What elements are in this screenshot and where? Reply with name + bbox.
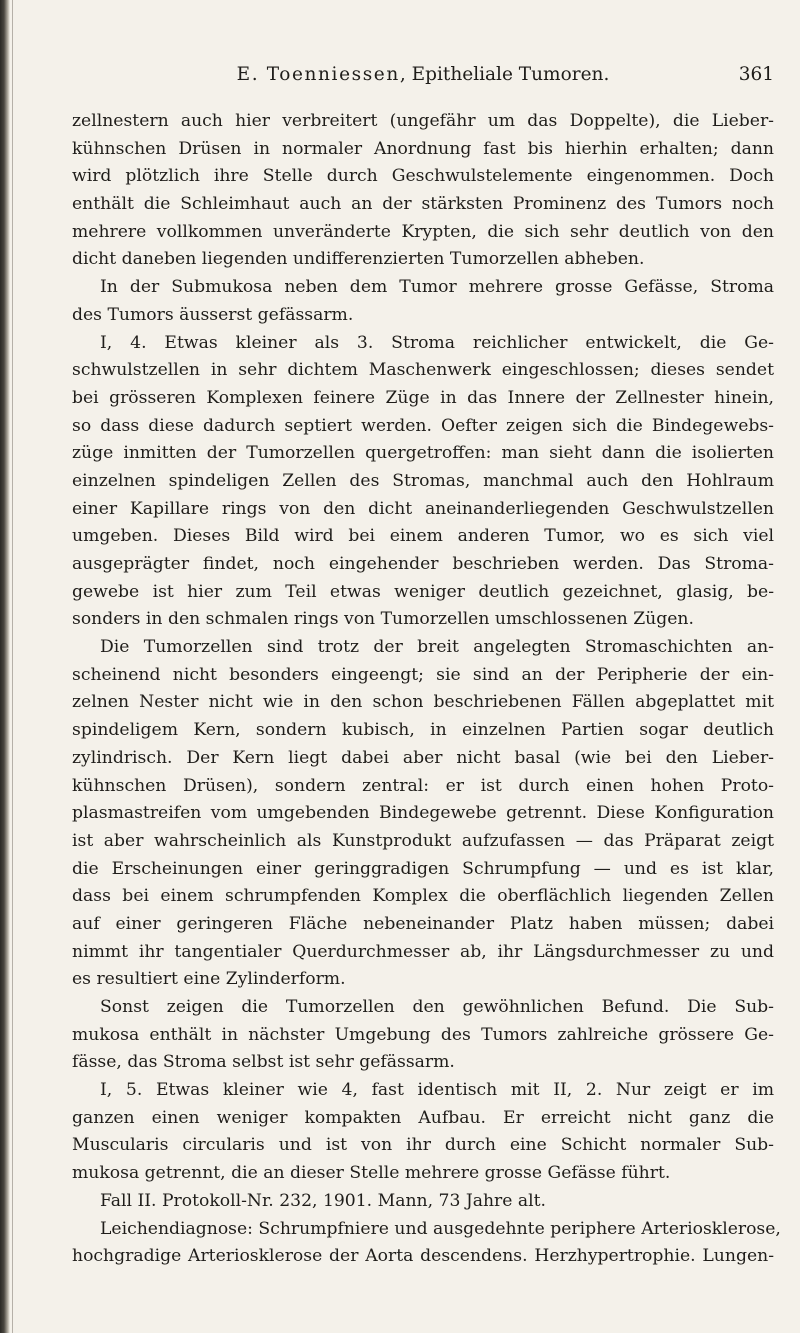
text-line: plasmastreifen vom umgebenden Bindegewebe getrennt. Diese Konfiguration <box>72 803 774 824</box>
text-line: zylindrisch. Der Kern liegt dabei aber nicht basal (wie bei den Lieber- <box>72 747 774 768</box>
text-line: dass bei einem schrumpfenden Komplex die oberflächlich liegenden Zellen <box>72 886 774 907</box>
text-line: dicht daneben liegenden undifferenzierten Tumorzellen abheben. <box>72 249 645 270</box>
text-line: auf einer geringeren Fläche nebeneinander Platz haben müssen; dabei <box>72 913 774 934</box>
text-line: bei grösseren Komplexen feinere Züge in das Innere der Zellnester hinein, <box>72 387 774 408</box>
page-number: 361 <box>738 64 774 85</box>
text-line: sonders in den schmalen rings von Tumorzellen umschlossenen Zügen. <box>72 609 694 630</box>
text-line: fässe, das Stroma selbst ist sehr gefässarm. <box>72 1052 455 1073</box>
text-line: hochgradige Arteriosklerose der Aorta descendens. Herzhypertrophie. Lungen- <box>72 1246 774 1267</box>
text-line: gewebe ist hier zum Teil etwas weniger deutlich gezeichnet, glasig, be- <box>72 581 774 602</box>
text-line: I, 4. Etwas kleiner als 3. Stroma reichlicher entwickelt, die Ge- <box>100 332 774 353</box>
text-line: kühnschen Drüsen in normaler Anordnung fast bis hierhin erhalten; dann <box>72 138 774 159</box>
text-line: Muscularis circularis und ist von ihr durch eine Schicht normaler Sub- <box>72 1135 774 1156</box>
text-line: ist aber wahrscheinlich als Kunstprodukt aufzufassen — das Präparat zeigt <box>72 830 774 851</box>
text-line: die Erscheinungen einer geringgradigen Schrumpfung — und es ist klar, <box>72 858 774 879</box>
text-line: spindeligem Kern, sondern kubisch, in einzelnen Partien sogar deutlich <box>72 720 774 741</box>
text-line: zelnen Nester nicht wie in den schon beschriebenen Fällen abgeplattet mit <box>72 692 774 713</box>
header-title-text: , Epitheliale Tumoren. <box>399 64 610 85</box>
text-line: In der Submukosa neben dem Tumor mehrere grosse Gefässe, Stroma <box>100 277 774 298</box>
running-header <box>72 64 774 92</box>
body-text <box>72 108 781 1271</box>
text-line: Leichendiagnose: Schrumpfniere und ausgedehnte periphere Arteriosklerose, <box>100 1218 781 1239</box>
text-line: scheinend nicht besonders eingeengt; sie sind an der Peripherie der ein- <box>72 664 774 685</box>
text-line: wird plötzlich ihre Stelle durch Geschwulstelemente eingenommen. Doch <box>72 166 774 187</box>
text-line: ausgeprägter findet, noch eingehender beschrieben werden. Das Stroma- <box>72 554 774 574</box>
text-line: zellnestern auch hier verbreitert (ungefähr um das Doppelte), die Lieber- <box>72 111 774 131</box>
text-line: ganzen einen weniger kompakten Aufbau. Er erreicht nicht ganz die <box>72 1107 774 1128</box>
text-line: mukosa getrennt, die an dieser Stelle mehrere grosse Gefässe führt. <box>72 1163 671 1184</box>
text-line: des Tumors äusserst gefässarm. <box>72 304 354 325</box>
header-title <box>72 64 774 85</box>
text-line: es resultiert eine Zylinderform. <box>72 969 346 990</box>
text-line: mehrere vollkommen unveränderte Krypten, die sich sehr deutlich von den <box>72 221 774 242</box>
text-line: so dass diese dadurch septiert werden. Oefter zeigen sich die Bindegewebs- <box>72 415 774 436</box>
text-line: Die Tumorzellen sind trotz der breit angelegten Stromaschichten an- <box>100 637 774 658</box>
page-gutter-line <box>12 0 13 1333</box>
text-line: einer Kapillare rings von den dicht aneinanderliegenden Geschwulstzellen <box>72 498 774 519</box>
text-line: umgeben. Dieses Bild wird bei einem anderen Tumor, wo es sich viel <box>72 526 774 547</box>
text-line: I, 5. Etwas kleiner wie 4, fast identisch mit II, 2. Nur zeigt er im <box>100 1080 774 1101</box>
page-binding-edge <box>0 0 10 1333</box>
text-line: kühnschen Drüsen), sondern zentral: er ist durch einen hohen Proto- <box>72 775 774 796</box>
text-line: Sonst zeigen die Tumorzellen den gewöhnlichen Befund. Die Sub- <box>100 997 774 1017</box>
text-line: mukosa enthält in nächster Umgebung des Tumors zahlreiche grössere Ge- <box>72 1024 774 1045</box>
text-line: einzelnen spindeligen Zellen des Stromas, manchmal auch den Hohlraum <box>72 470 774 491</box>
text-line: enthält die Schleimhaut auch an der stärksten Prominenz des Tumors noch <box>72 194 774 215</box>
text-line: züge inmitten der Tumorzellen quergetroffen: man sieht dann die isolierten <box>72 443 774 464</box>
header-author: E. Toenniessen <box>236 64 400 85</box>
text-line: schwulstzellen in sehr dichtem Maschenwerk eingeschlossen; dieses sendet <box>72 360 774 381</box>
text-line: nimmt ihr tangentialer Querdurchmesser ab, ihr Längsdurchmesser zu und <box>72 941 774 962</box>
text-line: Fall II. Protokoll-Nr. 232, 1901. Mann, 73 Jahre alt. <box>100 1190 547 1211</box>
